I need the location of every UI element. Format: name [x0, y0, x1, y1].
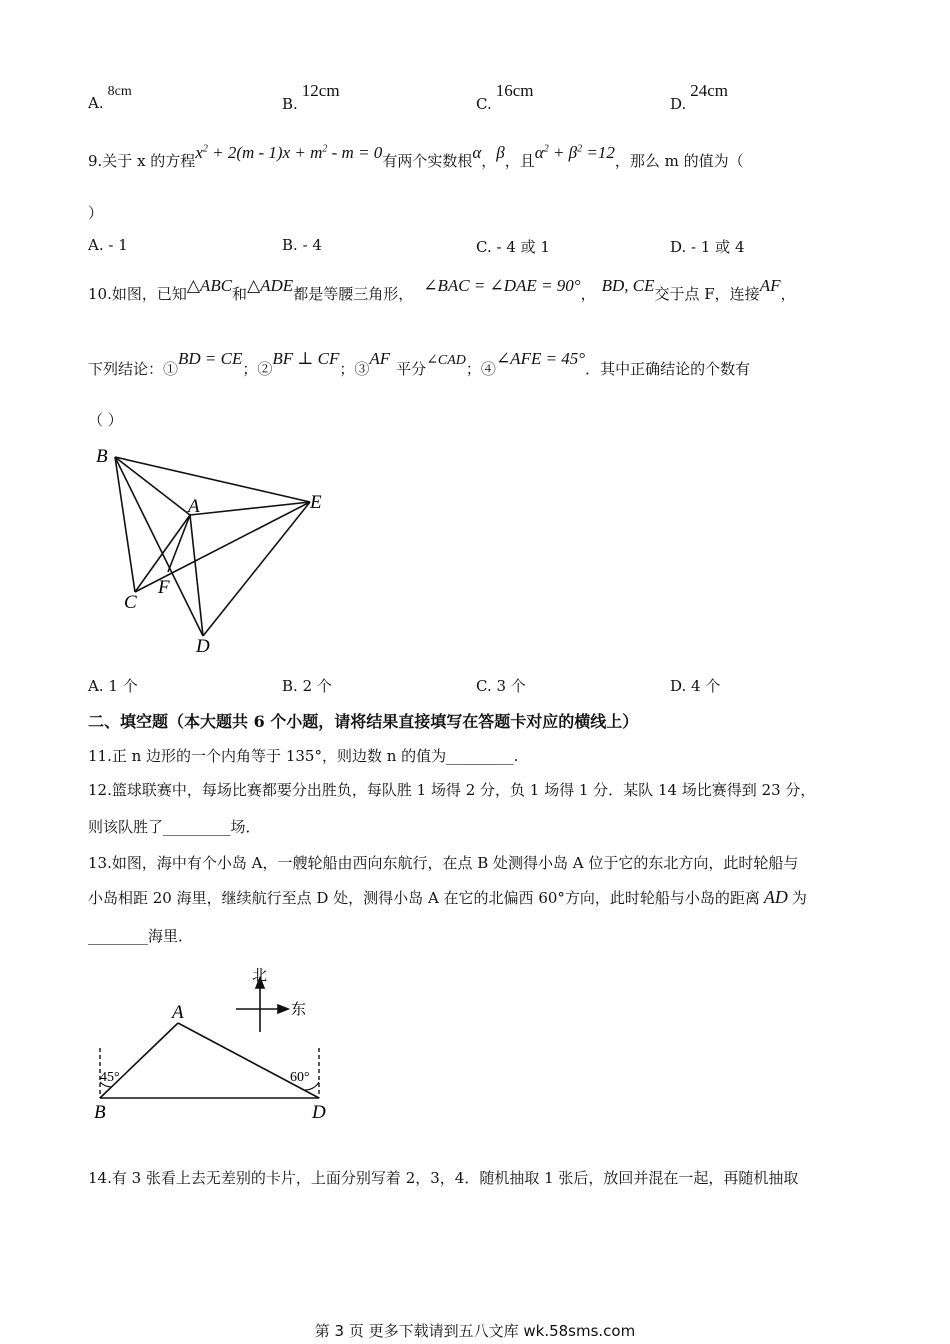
segment-da — [178, 1023, 319, 1098]
compass-east-label: 东 — [291, 1002, 307, 1018]
label-a: A — [172, 1002, 184, 1023]
q10-paren: （ ） — [88, 411, 123, 429]
q8-option-b: B.12cm — [282, 81, 340, 113]
angle-label-d: 60° — [290, 1070, 310, 1085]
label-e: E — [310, 492, 322, 513]
q11: 11.正 n 边形的一个内角等于 135°，则边数 n 的值为_________. — [88, 747, 519, 765]
q10-stem-line2: 下列结论：①BD = CE；②BF ⊥ CF；③AF平分∠CAD；④∠AFE = 45°．其中正确结论的个数有 — [88, 349, 751, 378]
q13-line3: ________海里． — [88, 927, 194, 945]
segment-ed — [203, 502, 310, 636]
label-d: D — [312, 1102, 326, 1123]
q9-option-a: A. - 1 — [88, 236, 128, 254]
q9-option-c: C. - 4 或 1 — [476, 238, 550, 256]
q8-option-c: C.16cm — [476, 81, 534, 113]
segment-ad — [190, 515, 203, 636]
q9-option-b: B. - 4 — [282, 236, 322, 254]
q12-line2: 则该队胜了_________场． — [88, 818, 261, 836]
q13-line2: 小岛相距 20 海里，继续航行至点 D 处，测得小岛 A 在它的北偏西 60°方向，此时轮船与小岛的距离 AD 为 — [88, 887, 807, 907]
segment-af — [168, 515, 190, 572]
q10-stem-line1: 10.如图，已知△ABC和△ADE都是等腰三角形， ∠BAC = ∠DAE = 90°， BD, CE交于点 F，连接AF， — [88, 276, 796, 303]
label-a: A — [188, 496, 200, 517]
q13-line1: 13.如图，海中有个小岛 A，一艘轮船由西向东航行，在点 B 处测得小岛 A 位于它的东北方向，此时轮船与 — [88, 854, 799, 872]
q10-option-d: D. 4 个 — [670, 677, 721, 695]
compass-east-arrow — [278, 1005, 288, 1013]
label-f: F — [158, 577, 170, 598]
segment-ae — [190, 502, 310, 515]
q13-figure — [88, 960, 348, 1130]
label-c: C — [124, 592, 137, 613]
angle-label-b: 45° — [100, 1070, 120, 1085]
q10-figure — [90, 440, 340, 660]
page-footer: 第 3 页 更多下载请到五八文库 wk.58sms.com — [314, 1322, 636, 1340]
q9-stem: 9.关于 x 的方程$x^2 + 2(m - 1)x + m^2 - m = 0$有两个实数根α，β，且$\alpha^2 + \beta^2 =12$，那么 m 的值为（ — [88, 143, 744, 170]
q10-option-b: B. 2 个 — [282, 677, 332, 695]
section-heading: 二、填空题（本大题共 6 个小题，请将结果直接填写在答题卡对应的横线上） — [88, 712, 639, 731]
label-b: B — [94, 1102, 106, 1123]
q9-paren: ） — [88, 204, 104, 222]
q9-option-d: D. - 1 或 4 — [670, 238, 745, 256]
label-d: D — [196, 636, 210, 657]
q12-line1: 12.篮球联赛中，每场比赛都要分出胜负，每队胜 1 场得 2 分，负 1 场得 1 分．某队 14 场比赛得到 23 分， — [88, 781, 816, 799]
label-b: B — [96, 446, 108, 467]
q8-option-d: D.24cm — [670, 81, 729, 113]
q10-option-c: C. 3 个 — [476, 677, 526, 695]
q14-line1: 14.有 3 张看上去无差别的卡片，上面分别写着 2，3，4．随机抽取 1 张后，放回并混在一起，再随机抽取 — [88, 1169, 799, 1187]
q10-option-a: A. 1 个 — [88, 677, 138, 695]
q8-option-a: A.8cm — [88, 84, 132, 112]
segment-ba — [100, 1023, 178, 1098]
compass-north-label: 北 — [252, 968, 268, 984]
